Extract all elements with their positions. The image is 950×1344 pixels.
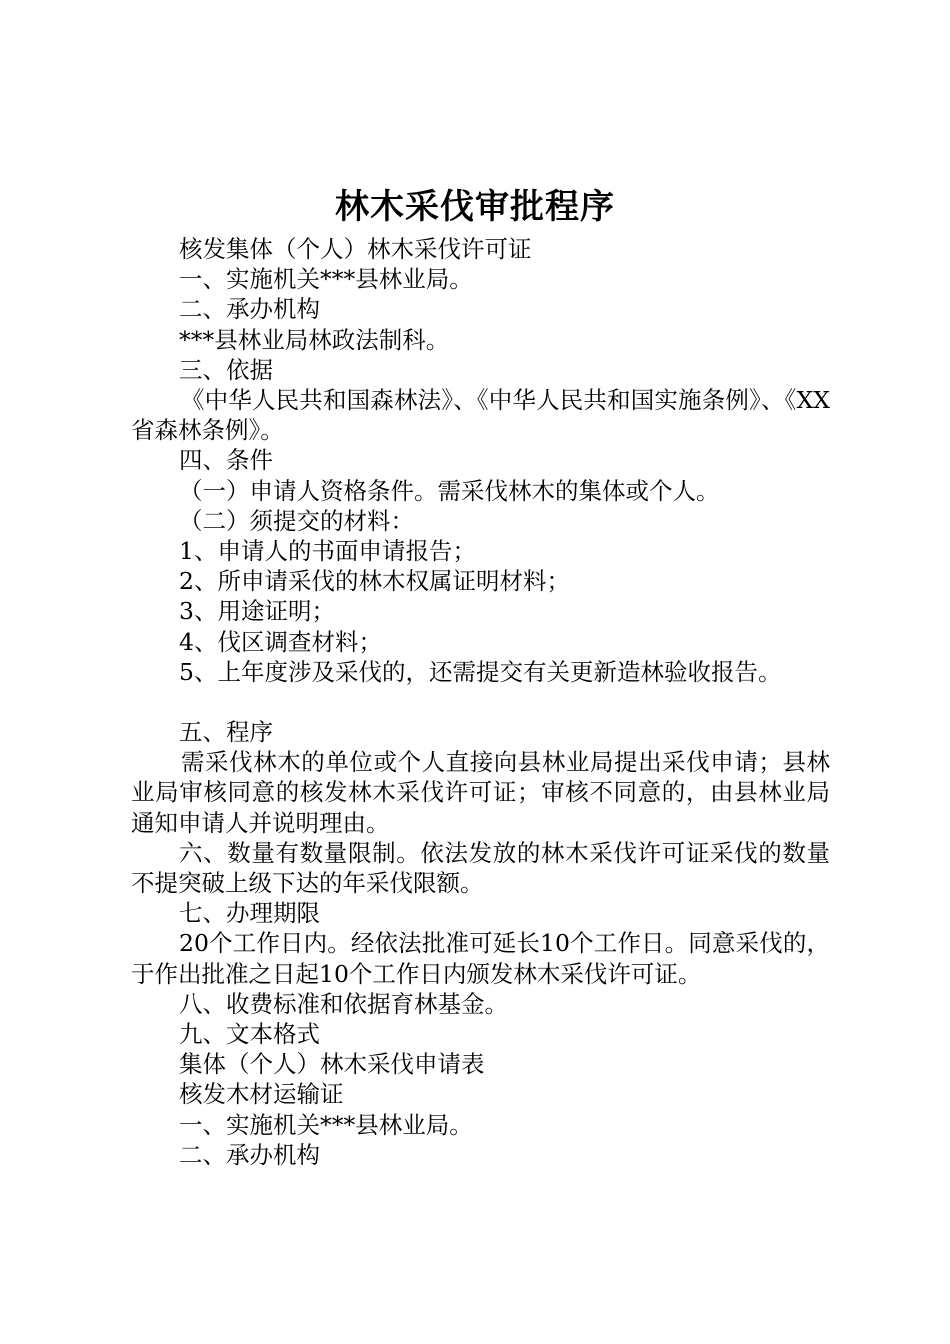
handling-agency-heading: 二、承办机构 [179, 1140, 320, 1169]
quantity-limit-text: 六、数量有数量限制。依法发放的林木采伐许可证采伐的数量不提突破上级下达的年采伐限额。 [131, 838, 830, 898]
document-body [131, 234, 830, 1170]
conditions-heading: 四、条件 [179, 446, 273, 475]
material-item: 1、申请人的书面申请报告； [179, 537, 476, 566]
implementing-agency: 一、实施机关***县林业局。 [179, 1110, 473, 1139]
paragraph-gap [131, 687, 830, 717]
procedure-text: 需采伐林木的单位或个人直接向县林业局提出采伐申请；县林业局审核同意的核发林木采伐许可证；审核不同意的，由县林业局通知申请人并说明理由。 [131, 748, 830, 837]
applicant-qualification: （一）申请人资格条件。需采伐林木的集体或个人。 [179, 476, 720, 505]
section-heading-transport: 核发木材运输证 [179, 1080, 344, 1109]
time-limit-text: 20个工作日内。经依法批准可延长10个工作日。同意采伐的，于作出批准之日起10个工作日内颁发林木采伐许可证。 [131, 929, 830, 988]
material-item: 4、伐区调查材料； [179, 627, 382, 656]
material-item: 3、用途证明； [179, 597, 335, 626]
materials-heading: （二）须提交的材料： [179, 506, 414, 535]
document-title: 林木采伐审批程序 [335, 187, 615, 227]
handling-agency-heading: 二、承办机构 [179, 295, 320, 324]
time-limit-heading: 七、办理期限 [179, 899, 320, 928]
section-heading-permit: 核发集体（个人）林木采伐许可证 [179, 235, 532, 263]
procedure-heading: 五、程序 [179, 718, 273, 747]
basis-text: 《中华人民共和国森林法》、《中华人民共和国实施条例》、《XX省森林条例》。 [131, 386, 830, 445]
basis-heading: 三、依据 [179, 355, 273, 384]
application-form-name: 集体（个人）林木采伐申请表 [179, 1050, 485, 1079]
material-item: 2、所申请采伐的林木权属证明材料； [179, 567, 570, 596]
material-item: 5、上年度涉及采伐的，还需提交有关更新造林验收报告。 [179, 657, 782, 686]
text-format-heading: 九、文本格式 [179, 1020, 320, 1049]
handling-agency: ***县林业局林政法制科。 [179, 325, 450, 354]
implementing-agency: 一、实施机关***县林业局。 [179, 265, 473, 294]
fees-text: 八、收费标准和依据育林基金。 [179, 989, 508, 1018]
